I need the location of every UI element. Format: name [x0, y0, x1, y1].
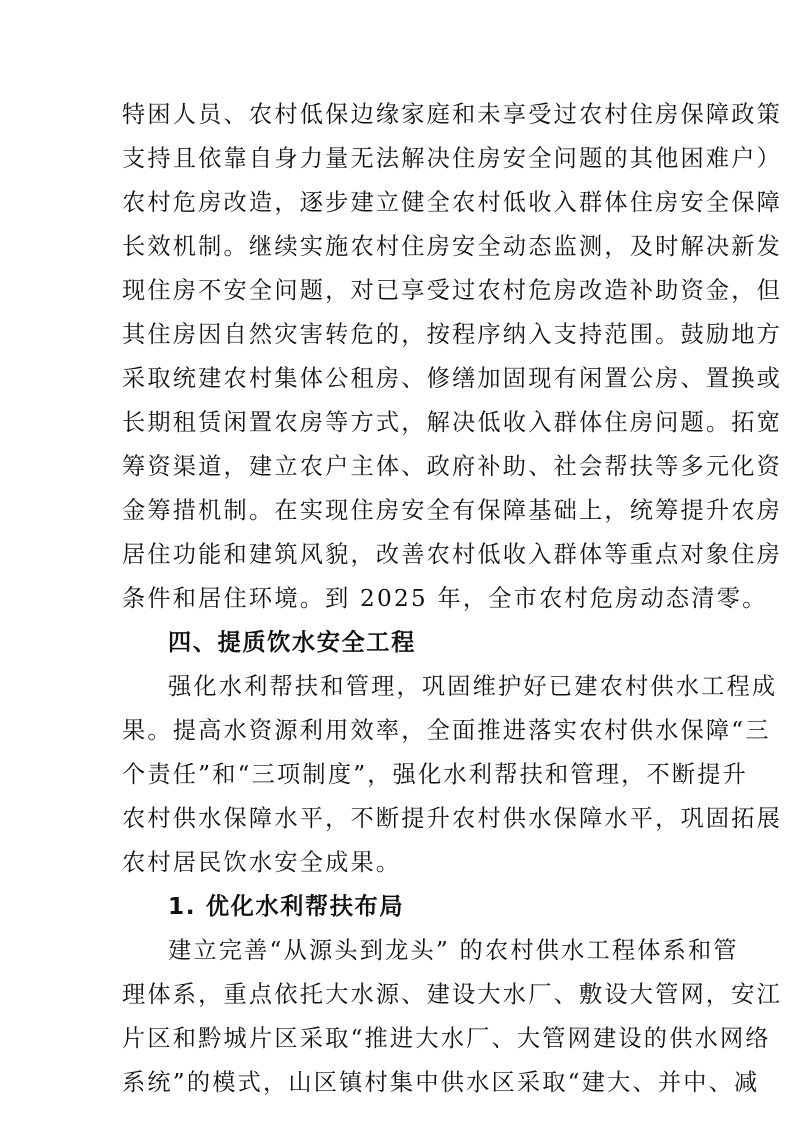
body-text-line: 个责任”和“三项制度”，强化水利帮扶和管理，不断提升	[122, 761, 749, 788]
body-text-line: 理体系，重点依托大水源、建设大水厂、敷设大管网，安江	[122, 981, 783, 1008]
body-text-line: 系统”的模式，山区镇村集中供水区采取“建大、并中、减	[122, 1069, 760, 1096]
body-text-line: 支持且依靠自身力量无法解决住房安全问题的其他困难户）	[122, 145, 783, 172]
body-text-line: 农村供水保障水平，不断提升农村供水保障水平，巩固拓展	[122, 805, 783, 832]
body-text-line: 条件和居住环境。到 2025 年，全市农村危房动态清零。	[122, 585, 768, 612]
body-text-line: 采取统建农村集体公租房、修缮加固现有闲置公房、置换或	[122, 365, 783, 392]
body-text-line: 居住功能和建筑风貌，改善农村低收入群体等重点对象住房	[122, 541, 783, 568]
body-text-line: 农村危房改造，逐步建立健全农村低收入群体住房安全保障	[122, 189, 783, 216]
body-text-line: 长期租赁闲置农房等方式，解决低收入群体住房问题。拓宽	[122, 409, 783, 436]
body-text-line: 强化水利帮扶和管理，巩固维护好已建农村供水工程成	[168, 673, 778, 700]
body-text-line: 其住房因自然灾害转危的，按程序纳入支持范围。鼓励地方	[122, 321, 783, 348]
body-text-line: 筹资渠道，建立农户主体、政府补助、社会帮扶等多元化资	[122, 453, 783, 480]
body-text-line: 现住房不安全问题，对已享受过农村危房改造补助资金，但	[122, 277, 783, 304]
body-text-line: 金筹措机制。在实现住房安全有保障基础上，统筹提升农房	[122, 497, 783, 524]
subsection-heading: 1. 优化水利帮扶布局	[168, 893, 405, 920]
body-text-line: 特困人员、农村低保边缘家庭和未享受过农村住房保障政策	[122, 101, 783, 128]
body-text-line: 果。提高水资源利用效率，全面推进落实农村供水保障“三	[122, 717, 771, 744]
section-heading: 四、提质饮水安全工程	[168, 629, 416, 656]
body-text-line: 片区和黔城片区采取“推进大水厂、大管网建设的供水网络	[122, 1025, 771, 1052]
body-text-line: 长效机制。继续实施农村住房安全动态监测，及时解决新发	[122, 233, 783, 260]
body-text-line: 农村居民饮水安全成果。	[122, 849, 402, 876]
body-text-line: 建立完善“从源头到龙头” 的农村供水工程体系和管	[168, 937, 739, 964]
